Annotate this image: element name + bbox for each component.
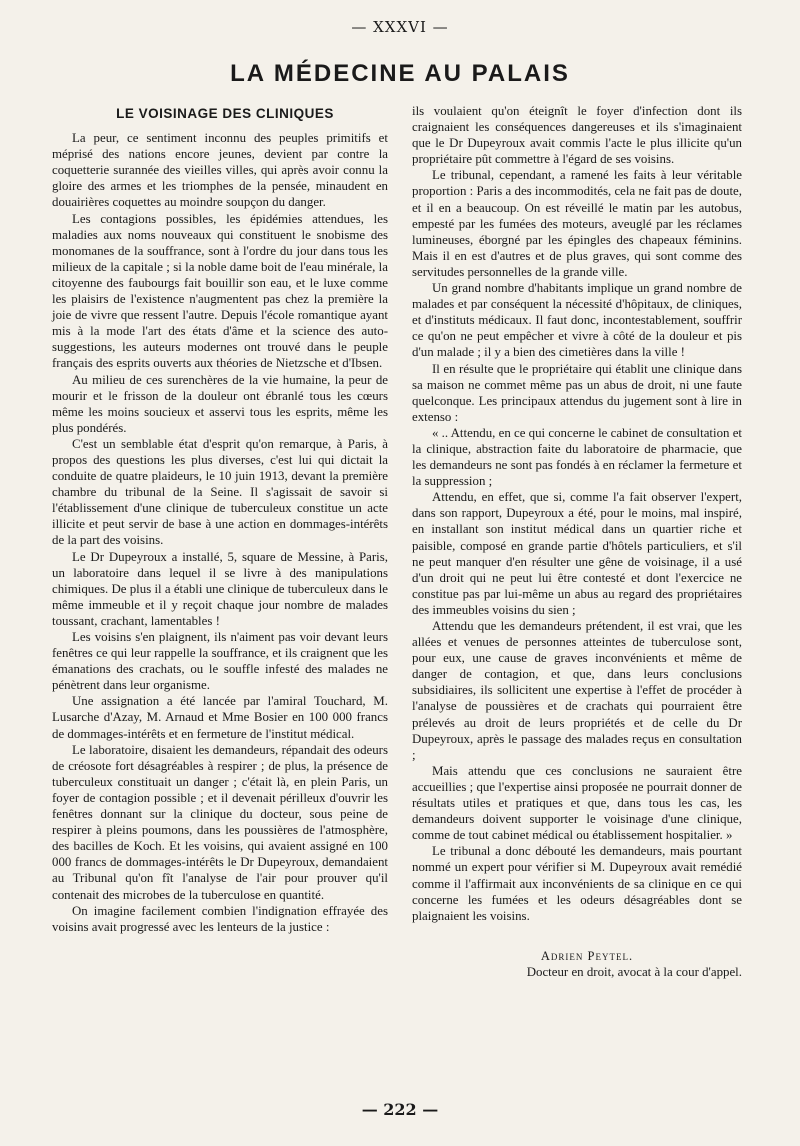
paragraph: Le laboratoire, disaient les demandeurs, répandait des odeurs de créosote fort désagréables à respirer ; de plus, la présence de tuberculeux constituait un danger ; c'était là, en plein Paris, un foyer de contagion possible ; et il devenait périlleux d'ouvrir les fenêtres donnant sur la clinique du docteur, sous peine de respirer à pleins poumons, dans les poussières de l'atmosphère, des bacilles de Koch. Et les voisins, qui avaient assigné en 100 000 francs de dommages-intérêts le Dr Dupeyroux, demandaient au Tribunal qu'on fît l'analyse de l'air pour prouver qu'il contenait des microbes de la tuberculose en quantité. [52, 742, 388, 902]
paragraph: Attendu que les demandeurs prétendent, il est vrai, que les allées et venues de personnes atteintes de tuberculose sont, pour eux, une cause de graves inconvénients et même de danger de contagion, et que, dans leurs conclusions subsidiaires, ils sollicitent une expertise à l'effet de procéder à l'analyse de poussières et de crachats qui pourraient être prélevés au droit de leurs propriétés et de celle du Dr Dupeyroux, après le passage des malades reçus en consultation ; [412, 619, 742, 762]
paragraph: ils voulaient qu'on éteignît le foyer d'infection dont ils craignaient les conséquences dangereuses et ils s'imaginaient que le Dr Dupeyroux avait commis l'acte le plus illicite qu'un propriétaire pût commettre à l'égard de ses voisins. [412, 104, 742, 167]
article-column-right [412, 103, 742, 980]
paragraph: Le Dr Dupeyroux a installé, 5, square de Messine, à Paris, un laboratoire dans lequel il se livre à des manipulations chimiques. De plus il a établi une clinique de tuberculeux dans le même immeuble et il y reçoit chaque jour nombre de malades toussant, crachant, lamentables ! [52, 549, 388, 628]
paragraph: On imagine facilement combien l'indignation effrayée des voisins avait progressé avec les lenteurs de la justice : [52, 903, 388, 934]
running-page-number: — XXXVI — [351, 18, 449, 36]
paragraph: Le tribunal a donc débouté les demandeurs, mais pourtant nommé un expert pour vérifier si M. Dupeyroux avait remédié comme il l'affirmait aux inconvénients de sa clinique en ce qui concerne les fumées et les odeurs désagréables dont se plaignaient les voisins. [412, 844, 742, 923]
paragraph: Le tribunal, cependant, a ramené les faits à leur véritable proportion : Paris a des incommodités, cela ne fait pas de doute, et il en a beaucoup. On est réveillé le matin par les autobus, empesté par les fumées des moteurs, aveuglé par les réclames lumineuses, éborgné par les épingles des chapeaux féminins. Mais il en est d'autres et de plus graves, qui sont comme des servitudes personnelles de la grande ville. [412, 168, 742, 279]
page-number: — 222 — [361, 1100, 439, 1119]
author-credential: Docteur en droit, avocat à la cour d'appel. [526, 964, 742, 979]
paragraph: Attendu, en effet, que si, comme l'a fait observer l'expert, dans son rapport, Dupeyroux a été, pour le moins, mal inspiré, en installant son institut médical dans un quartier riche et paisible, composé en grande partie d'hôtels particuliers, et s'il ne peut manquer d'en résulter une gêne de voisinage, il a usé d'un droit qui ne peut lui être contesté et dont l'exercice ne constitue pas par lui-même un abus au regard des propriétaires des immeubles voisins du sien ; [412, 490, 742, 617]
paragraph: Au milieu de ces surenchères de la vie humaine, la peur de mourir et le frisson de la douleur ont ébranlé tous les cœurs même les moins soucieux et asservi tous les esprits, même les plus pondérés. [52, 372, 388, 435]
article-column-left [52, 106, 388, 935]
paragraph: La peur, ce sentiment inconnu des peuples primitifs et méprisé des nations encore jeunes, devient par contre la coquetterie surannée des vieilles villes, qui après avoir connu la gloire des armes et les triomphes de la pensée, minaudent en douairières coquettes au moindre soupçon du danger. [52, 131, 388, 210]
paragraph: Mais attendu que ces conclusions ne sauraient être accueillies ; que l'expertise ainsi proposée ne pourrait donner de résultats utiles et pratiques et que, dans tous les cas, les demandeurs doivent supporter le voisinage d'une clinique, comme de tout cabinet médical ou établissement hospitalier. » [412, 763, 742, 843]
paragraph: Les contagions possibles, les épidémies attendues, les maladies aux noms nouveaux qui constituent le snobisme des monomanes de la souffrance, sont à l'ordre du jour dans tous les milieux de la capitale ; si la noble dame boit de l'eau minérale, la citoyenne des faubourgs fait bouillir son eau, et le luxe comme les plaisirs de l'existence n'augmentent pas chez la première la joie de vivre que ressent l'autre. Depuis l'école romantique ayant mis à la mode l'art des états d'âme et la science des auto-suggestions, les auteurs modernes ont trouvé dans le peuple français des esprits ouverts aux théories de Nietzsche et d'Ibsen. [52, 211, 388, 371]
paragraph: « .. Attendu, en ce qui concerne le cabinet de consultation et la clinique, abstraction faite du laboratoire de pharmacie, que les demandeurs ne sont pas fondés à en réclamer la fermeture et la suppression ; [412, 425, 742, 489]
paragraph: Un grand nombre d'habitants implique un grand nombre de malades et par conséquent la nécessité d'hôpitaux, de cliniques, et d'instituts médicaux. Il faut donc, incontestablement, souffrir ce qu'on ne peut empêcher et vivre à côté de la douleur et pis d'un malade ; il y a bien des cimetières dans la ville ! [412, 281, 742, 360]
page-title: LA MÉDECINE AU PALAIS [230, 60, 570, 87]
paragraph: Les voisins s'en plaignent, ils n'aiment pas voir devant leurs fenêtres ce qui leur rappelle la souffrance, et ils craignent que les émanations des crachats, ou le souffle infesté des malades ne pénètrent dans leur organisme. [52, 630, 388, 693]
paragraph: Il en résulte que le propriétaire qui établit une clinique dans sa maison ne commet même pas un abus de droit, ni une faute quelconque. Les principaux attendus du jugement sont à lire in extenso : [412, 361, 742, 424]
paragraph: Une assignation a été lancée par l'amiral Touchard, M. Lusarche d'Azay, M. Arnaud et Mme Bosier en 100 000 francs de dommages-intérêts et en fermeture de l'institut médical. [52, 694, 388, 741]
paragraph: C'est un semblable état d'esprit qu'on remarque, à Paris, à propos des questions les plus diverses, c'est lui qui dictait la conduite de quatre plaideurs, le 10 juin 1913, devant la première chambre du tribunal de la Seine. Il s'agissait de savoir si l'établissement d'une clinique de tuberculeux constitue un acte illicite et peut servir de base à une action en dommages-intérêts de la part des voisins. [52, 436, 388, 548]
author-block [412, 948, 742, 980]
article-heading: LE VOISINAGE DES CLINIQUES [116, 106, 334, 121]
author-name: Adrien Peytel. [540, 948, 634, 963]
